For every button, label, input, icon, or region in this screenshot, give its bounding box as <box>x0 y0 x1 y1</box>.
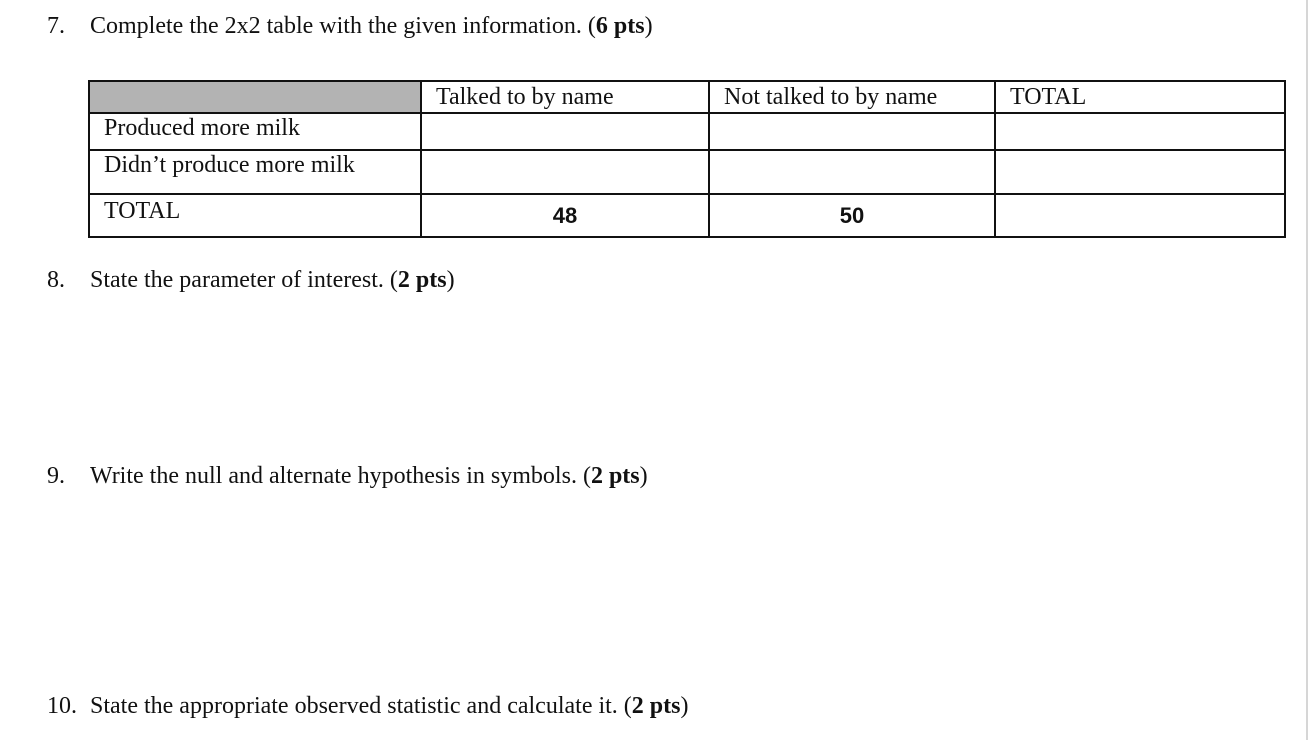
question-prompt: Write the null and alternate hypothesis in symbols. ( <box>90 463 591 489</box>
table-cell <box>421 150 709 194</box>
two-by-two-table <box>88 80 1286 238</box>
grand-total-cell <box>995 194 1285 237</box>
row-label-produced-more-milk: Produced more milk <box>89 113 421 150</box>
total-not-talked-cell: 50 <box>709 194 995 237</box>
question-text <box>90 692 688 720</box>
table-cell <box>421 113 709 150</box>
question-number: 10. <box>47 693 77 719</box>
question-number: 9. <box>47 463 65 489</box>
table-cell <box>995 113 1285 150</box>
question-number: 8. <box>47 267 65 293</box>
question-close-paren: ) <box>680 693 689 719</box>
table-header-row <box>89 81 1285 113</box>
row-label-didnt-produce-more-milk: Didn’t produce more milk <box>89 150 421 194</box>
row-label-total: TOTAL <box>89 194 421 237</box>
question-number: 7. <box>47 13 65 39</box>
question-points: 6 pts <box>595 13 645 39</box>
total-talked-cell: 48 <box>421 194 709 237</box>
question-prompt: Complete the 2x2 table with the given information. ( <box>90 13 596 39</box>
question-prompt: State the parameter of interest. ( <box>90 267 398 293</box>
column-header-talked: Talked to by name <box>421 81 709 113</box>
table-cell <box>995 150 1285 194</box>
question-text <box>90 12 653 40</box>
question-text <box>90 462 648 490</box>
question-close-paren: ) <box>639 463 648 489</box>
question-points: 2 pts <box>590 463 640 489</box>
table-row <box>89 150 1285 194</box>
table-row <box>89 113 1285 150</box>
question-text <box>90 266 455 294</box>
question-points: 2 pts <box>631 693 681 719</box>
table-row <box>89 194 1285 237</box>
question-points: 2 pts <box>397 267 447 293</box>
question-close-paren: ) <box>644 13 653 39</box>
question-close-paren: ) <box>446 267 455 293</box>
column-header-total: TOTAL <box>995 81 1285 113</box>
table-cell <box>709 113 995 150</box>
table-corner-cell <box>89 81 421 113</box>
question-prompt: State the appropriate observed statistic and calculate it. ( <box>90 693 632 719</box>
table-cell <box>709 150 995 194</box>
column-header-not-talked: Not talked to by name <box>709 81 995 113</box>
